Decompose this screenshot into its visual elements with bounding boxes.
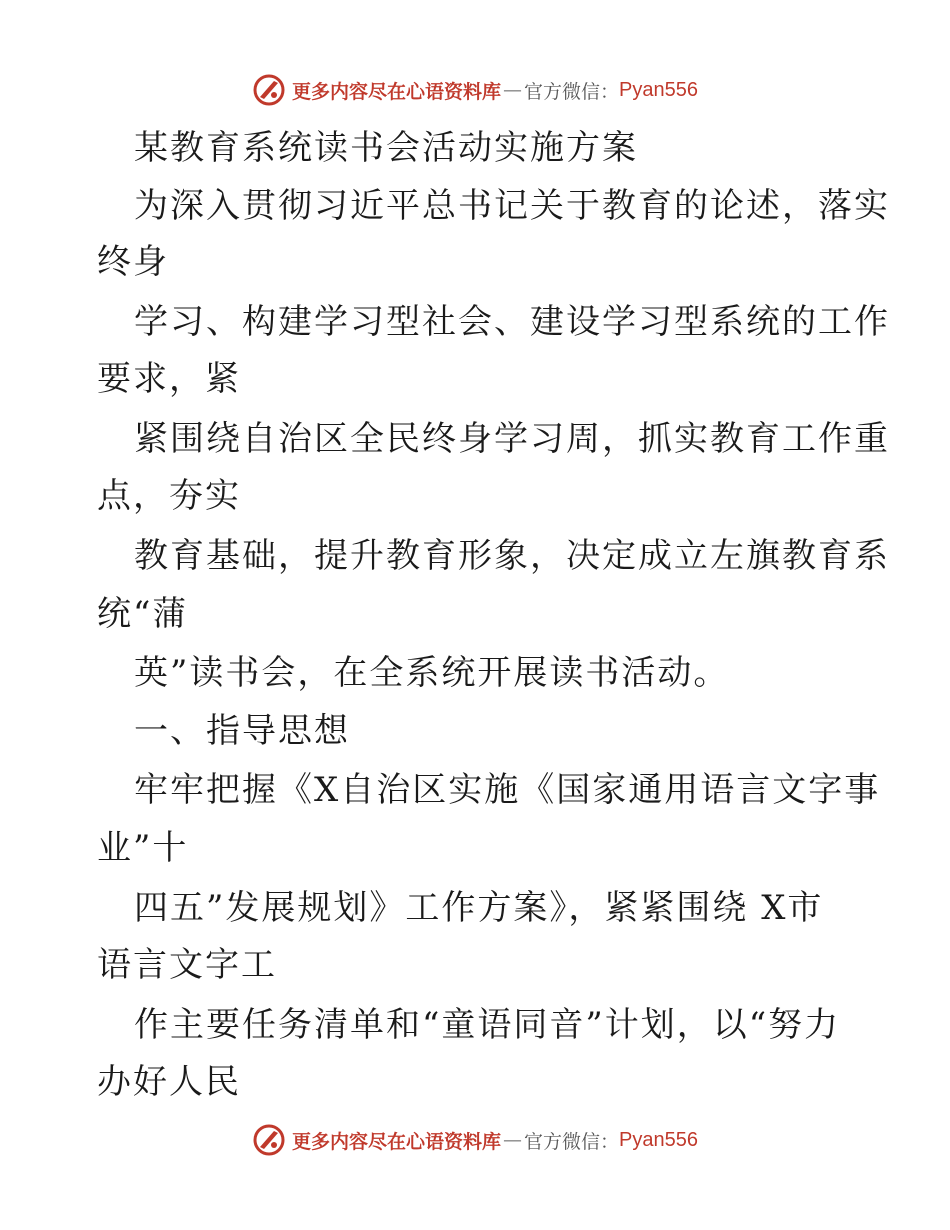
watermark-text: 更多内容尽在心语资料库 [292,1130,502,1153]
paragraph-line: 学习、构建学习型社会、建设学习型系统的工作 [134,302,890,342]
watermark-separator: — [503,79,523,101]
paragraph-line: 统“蒲 [97,594,189,634]
watermark-wechat-id: Pyan556 [619,1128,698,1151]
section-heading: 一、指导思想 [134,711,350,751]
quill-seal-icon [252,73,286,107]
paragraph-line: 紧围绕自治区全民终身学习周，抓实教育工作重 [134,419,890,459]
watermark-wechat-label: 官方微信： [524,1130,620,1153]
paragraph-line: 教育基础，提升教育形象，决定成立左旗教育系 [134,536,890,576]
watermark-wechat-label: 官方微信： [524,80,620,103]
quill-seal-icon [252,1123,286,1157]
paragraph-line: 为深入贯彻习近平总书记关于教育的论述，落实 [134,186,890,226]
paragraph-line: 语言文字工 [97,945,277,985]
paragraph-line: 办好人民 [97,1062,241,1102]
paragraph-line: 四五”发展规划》工作方案》，紧紧围绕 X市 [134,888,824,928]
paragraph-line: 作主要任务清单和“童语同音”计划，以“努力 [134,1005,841,1045]
watermark-text: 更多内容尽在心语资料库 [292,80,502,103]
footer-watermark [0,1118,950,1162]
watermark-separator: — [503,1129,523,1151]
paragraph-line: 英”读书会，在全系统开展读书活动。 [134,653,730,693]
paragraph-line: 要求，紧 [97,359,241,399]
paragraph-line: 业”十 [97,828,189,868]
document-title: 某教育系统读书会活动实施方案 [134,128,638,168]
paragraph-line: 终身 [97,242,169,282]
paragraph-line: 点，夯实 [97,476,241,516]
watermark-wechat-id: Pyan556 [619,78,698,101]
paragraph-line: 牢牢把握《X自治区实施《国家通用语言文字事 [134,770,881,810]
header-watermark [0,68,950,112]
